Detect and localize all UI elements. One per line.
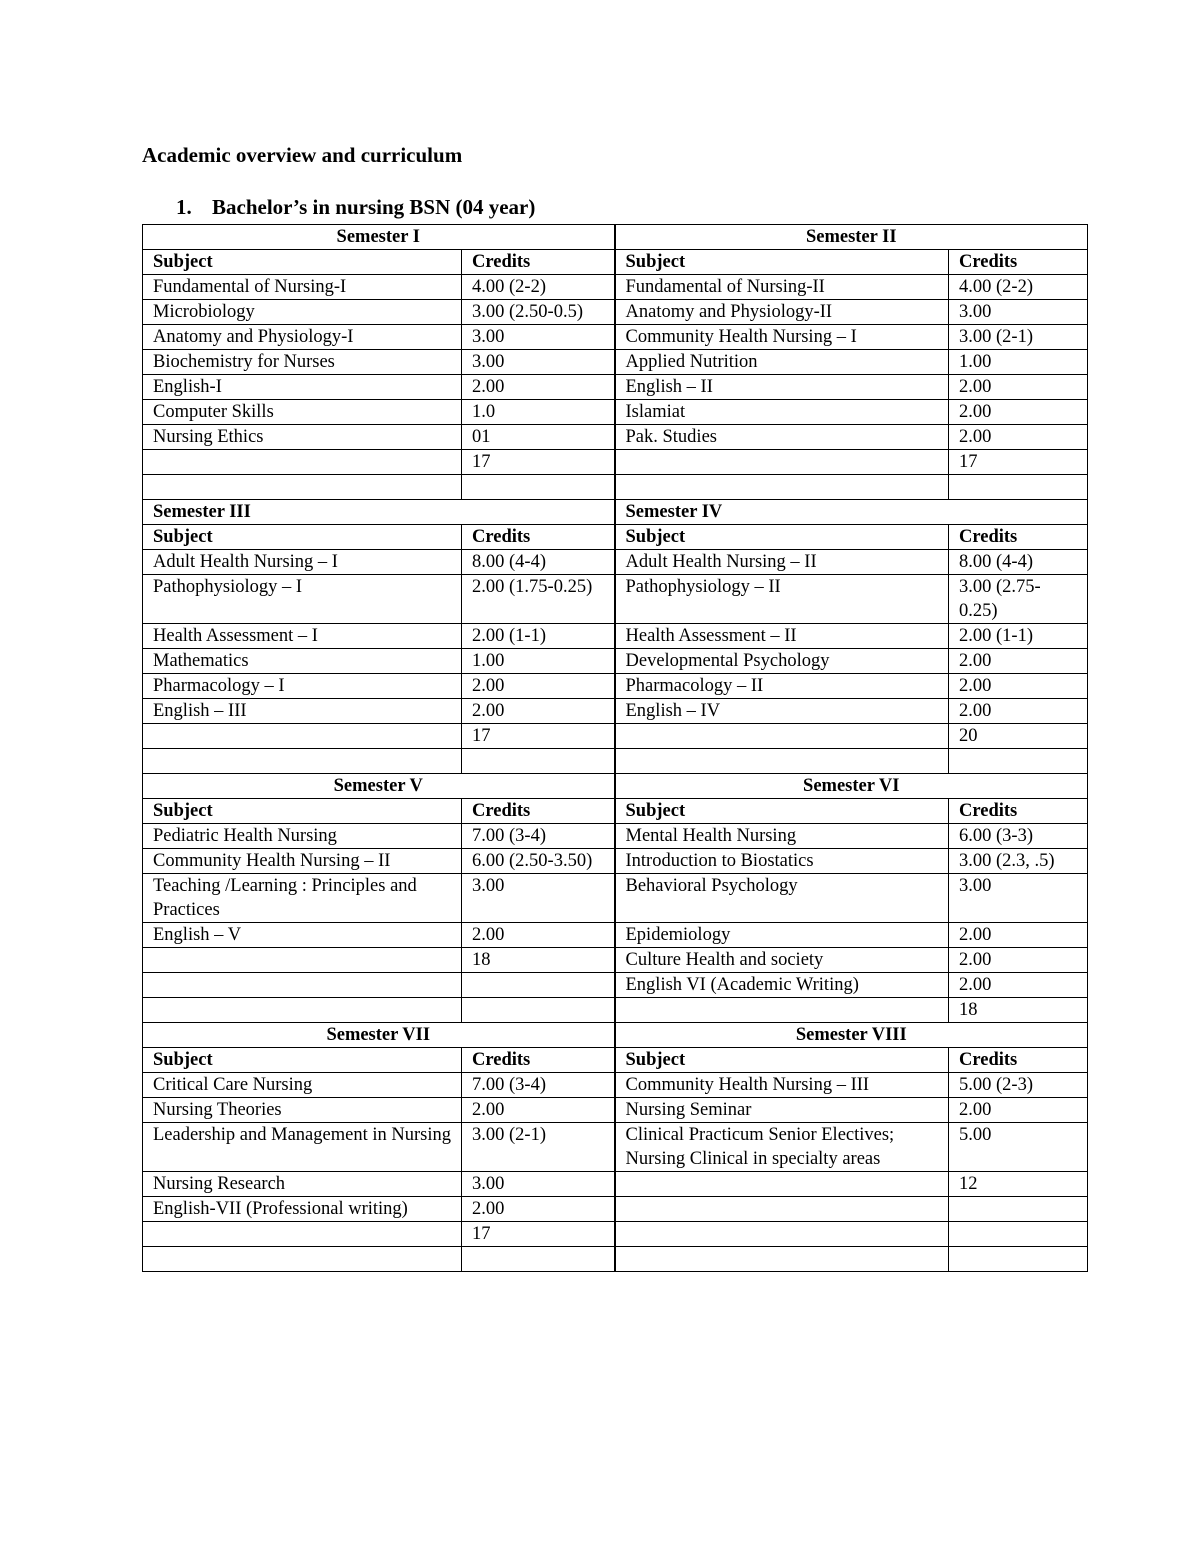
subject-cell: [143, 973, 462, 998]
subject-cell: Adult Health Nursing – II: [615, 550, 949, 575]
subject-cell: Community Health Nursing – II: [143, 849, 462, 874]
table-row: [143, 350, 1088, 375]
subject-cell: [615, 749, 949, 774]
semester-header: Semester VI: [615, 774, 1088, 799]
subject-cell: Anatomy and Physiology-I: [143, 325, 462, 350]
credits-cell: 3.00: [462, 1172, 615, 1197]
subject-cell: Critical Care Nursing: [143, 1073, 462, 1098]
subject-cell: Biochemistry for Nurses: [143, 350, 462, 375]
column-header-row: [143, 525, 1088, 550]
semester-header-row: [143, 225, 1088, 250]
credits-cell: 3.00 (2-1): [462, 1123, 615, 1172]
subject-cell: Community Health Nursing – III: [615, 1073, 949, 1098]
table-row: [143, 1123, 1088, 1172]
subject-cell: Pharmacology – II: [615, 674, 949, 699]
subject-cell: [615, 1247, 949, 1272]
credits-cell: 20: [949, 724, 1088, 749]
subject-cell: [615, 998, 949, 1023]
subject-column-header: Subject: [143, 1048, 462, 1073]
credits-cell: 18: [949, 998, 1088, 1023]
credits-cell: 1.00: [949, 350, 1088, 375]
subject-cell: Fundamental of Nursing-II: [615, 275, 949, 300]
table-row: [143, 1172, 1088, 1197]
semester-header-row: [143, 500, 1088, 525]
subject-cell: Mathematics: [143, 649, 462, 674]
credits-cell: 2.00: [462, 1197, 615, 1222]
credits-cell: 17: [949, 450, 1088, 475]
credits-cell: 3.00: [949, 300, 1088, 325]
credits-cell: 2.00 (1-1): [949, 624, 1088, 649]
subject-cell: Applied Nutrition: [615, 350, 949, 375]
subject-cell: English – III: [143, 699, 462, 724]
subject-column-header: Subject: [143, 525, 462, 550]
subject-cell: Behavioral Psychology: [615, 874, 949, 923]
credits-cell: 3.00: [949, 874, 1088, 923]
subject-cell: Nursing Research: [143, 1172, 462, 1197]
table-row: [143, 1098, 1088, 1123]
table-row: [143, 674, 1088, 699]
subject-cell: [615, 1197, 949, 1222]
credits-cell: 2.00: [462, 923, 615, 948]
table-row: [143, 948, 1088, 973]
credits-cell: [462, 749, 615, 774]
credits-column-header: Credits: [462, 250, 615, 275]
subject-cell: Teaching /Learning : Principles and Practices: [143, 874, 462, 923]
subject-cell: Nursing Ethics: [143, 425, 462, 450]
credits-cell: 17: [462, 450, 615, 475]
subject-cell: English – II: [615, 375, 949, 400]
table-row: [143, 749, 1088, 774]
subject-cell: Islamiat: [615, 400, 949, 425]
table-row: [143, 1197, 1088, 1222]
credits-cell: 17: [462, 1222, 615, 1247]
table-row: [143, 874, 1088, 923]
page-title: Academic overview and curriculum: [142, 143, 463, 167]
subject-cell: English – V: [143, 923, 462, 948]
semester-header: Semester I: [143, 225, 615, 250]
table-row: [143, 275, 1088, 300]
credits-cell: 3.00 (2.75-0.25): [949, 575, 1088, 624]
table-row: [143, 575, 1088, 624]
credits-column-header: Credits: [949, 799, 1088, 824]
credits-cell: 6.00 (3-3): [949, 824, 1088, 849]
subject-cell: Pediatric Health Nursing: [143, 824, 462, 849]
subject-cell: Adult Health Nursing – I: [143, 550, 462, 575]
semester-header: Semester V: [143, 774, 615, 799]
credits-cell: 1.00: [462, 649, 615, 674]
credits-cell: [462, 973, 615, 998]
credits-cell: 3.00 (2.50-0.5): [462, 300, 615, 325]
table-row: [143, 325, 1088, 350]
credits-cell: 2.00: [949, 400, 1088, 425]
table-row: [143, 400, 1088, 425]
credits-column-header: Credits: [949, 525, 1088, 550]
credits-cell: 5.00: [949, 1123, 1088, 1172]
credits-cell: 5.00 (2-3): [949, 1073, 1088, 1098]
credits-cell: 3.00: [462, 874, 615, 923]
subject-cell: [143, 724, 462, 749]
credits-cell: 3.00: [462, 350, 615, 375]
credits-cell: 6.00 (2.50-3.50): [462, 849, 615, 874]
subject-cell: Nursing Theories: [143, 1098, 462, 1123]
semester-header: Semester IV: [615, 500, 1088, 525]
semester-header: Semester VIII: [615, 1023, 1088, 1048]
program-title: Bachelor’s in nursing BSN (04 year): [212, 195, 536, 219]
credits-column-header: Credits: [949, 1048, 1088, 1073]
subject-cell: Introduction to Biostatics: [615, 849, 949, 874]
subject-cell: [143, 948, 462, 973]
subject-cell: Pharmacology – I: [143, 674, 462, 699]
table-row: [143, 1222, 1088, 1247]
semester-header-row: [143, 1023, 1088, 1048]
subject-column-header: Subject: [143, 799, 462, 824]
credits-column-header: Credits: [462, 525, 615, 550]
credits-cell: 2.00: [462, 674, 615, 699]
curriculum-body: [143, 225, 1088, 1272]
credits-cell: 2.00: [949, 923, 1088, 948]
subject-column-header: Subject: [615, 250, 949, 275]
subject-cell: Epidemiology: [615, 923, 949, 948]
subject-cell: Leadership and Management in Nursing: [143, 1123, 462, 1172]
table-row: [143, 550, 1088, 575]
credits-cell: 12: [949, 1172, 1088, 1197]
subject-cell: Mental Health Nursing: [615, 824, 949, 849]
subject-cell: [615, 475, 949, 500]
credits-cell: 18: [462, 948, 615, 973]
credits-cell: 3.00 (2.3, .5): [949, 849, 1088, 874]
column-header-row: [143, 250, 1088, 275]
subject-cell: [143, 1247, 462, 1272]
subject-cell: Pak. Studies: [615, 425, 949, 450]
subject-cell: [615, 1222, 949, 1247]
table-row: [143, 824, 1088, 849]
column-header-row: [143, 799, 1088, 824]
subject-cell: [143, 1222, 462, 1247]
credits-cell: [949, 475, 1088, 500]
subject-column-header: Subject: [143, 250, 462, 275]
credits-cell: 2.00: [949, 1098, 1088, 1123]
credits-cell: [462, 475, 615, 500]
credits-cell: 3.00: [462, 325, 615, 350]
table-row: [143, 450, 1088, 475]
subject-cell: Pathophysiology – II: [615, 575, 949, 624]
subject-cell: Health Assessment – II: [615, 624, 949, 649]
credits-cell: 4.00 (2-2): [462, 275, 615, 300]
subject-cell: Culture Health and society: [615, 948, 949, 973]
credits-cell: [949, 1222, 1088, 1247]
table-row: [143, 923, 1088, 948]
credits-column-header: Credits: [462, 799, 615, 824]
table-row: [143, 425, 1088, 450]
subject-cell: English – IV: [615, 699, 949, 724]
subject-cell: Microbiology: [143, 300, 462, 325]
subject-cell: [615, 450, 949, 475]
table-row: [143, 475, 1088, 500]
credits-cell: 8.00 (4-4): [949, 550, 1088, 575]
credits-cell: 2.00: [949, 948, 1088, 973]
credits-cell: 2.00: [949, 375, 1088, 400]
credits-cell: 2.00 (1-1): [462, 624, 615, 649]
subject-cell: Community Health Nursing – I: [615, 325, 949, 350]
semester-header: Semester VII: [143, 1023, 615, 1048]
program-heading: [176, 195, 535, 220]
subject-cell: [143, 749, 462, 774]
subject-cell: Computer Skills: [143, 400, 462, 425]
table-row: [143, 973, 1088, 998]
subject-cell: [143, 450, 462, 475]
credits-cell: 2.00 (1.75-0.25): [462, 575, 615, 624]
subject-cell: Nursing Seminar: [615, 1098, 949, 1123]
credits-cell: [949, 1247, 1088, 1272]
subject-column-header: Subject: [615, 525, 949, 550]
semester-header-row: [143, 774, 1088, 799]
table-row: [143, 724, 1088, 749]
subject-cell: [143, 475, 462, 500]
table-row: [143, 649, 1088, 674]
subject-cell: [615, 1172, 949, 1197]
subject-column-header: Subject: [615, 1048, 949, 1073]
credits-cell: 2.00: [462, 1098, 615, 1123]
credits-cell: 2.00: [949, 425, 1088, 450]
credits-cell: 1.0: [462, 400, 615, 425]
credits-cell: 8.00 (4-4): [462, 550, 615, 575]
credits-cell: 17: [462, 724, 615, 749]
curriculum-table: [142, 224, 1088, 1272]
table-row: [143, 1247, 1088, 1272]
subject-cell: English VI (Academic Writing): [615, 973, 949, 998]
credits-cell: 3.00 (2-1): [949, 325, 1088, 350]
credits-cell: 2.00: [462, 375, 615, 400]
subject-cell: [615, 724, 949, 749]
subject-cell: English-I: [143, 375, 462, 400]
credits-column-header: Credits: [949, 250, 1088, 275]
credits-cell: 2.00: [949, 699, 1088, 724]
credits-cell: [462, 998, 615, 1023]
subject-cell: Clinical Practicum Senior Electives; Nursing Clinical in specialty areas: [615, 1123, 949, 1172]
table-row: [143, 699, 1088, 724]
program-number: 1.: [176, 195, 192, 219]
subject-cell: Anatomy and Physiology-II: [615, 300, 949, 325]
credits-cell: 01: [462, 425, 615, 450]
credits-cell: 2.00: [949, 674, 1088, 699]
subject-cell: [143, 998, 462, 1023]
table-row: [143, 624, 1088, 649]
semester-header: Semester II: [615, 225, 1088, 250]
credits-cell: 7.00 (3-4): [462, 1073, 615, 1098]
subject-cell: Developmental Psychology: [615, 649, 949, 674]
credits-cell: 4.00 (2-2): [949, 275, 1088, 300]
subject-column-header: Subject: [615, 799, 949, 824]
credits-column-header: Credits: [462, 1048, 615, 1073]
credits-cell: 7.00 (3-4): [462, 824, 615, 849]
subject-cell: English-VII (Professional writing): [143, 1197, 462, 1222]
credits-cell: [462, 1247, 615, 1272]
credits-cell: [949, 749, 1088, 774]
table-row: [143, 1073, 1088, 1098]
credits-cell: [949, 1197, 1088, 1222]
column-header-row: [143, 1048, 1088, 1073]
subject-cell: Fundamental of Nursing-I: [143, 275, 462, 300]
credits-cell: 2.00: [949, 649, 1088, 674]
table-row: [143, 998, 1088, 1023]
credits-cell: 2.00: [949, 973, 1088, 998]
table-row: [143, 375, 1088, 400]
semester-header: Semester III: [143, 500, 615, 525]
subject-cell: Pathophysiology – I: [143, 575, 462, 624]
table-row: [143, 849, 1088, 874]
table-row: [143, 300, 1088, 325]
subject-cell: Health Assessment – I: [143, 624, 462, 649]
credits-cell: 2.00: [462, 699, 615, 724]
